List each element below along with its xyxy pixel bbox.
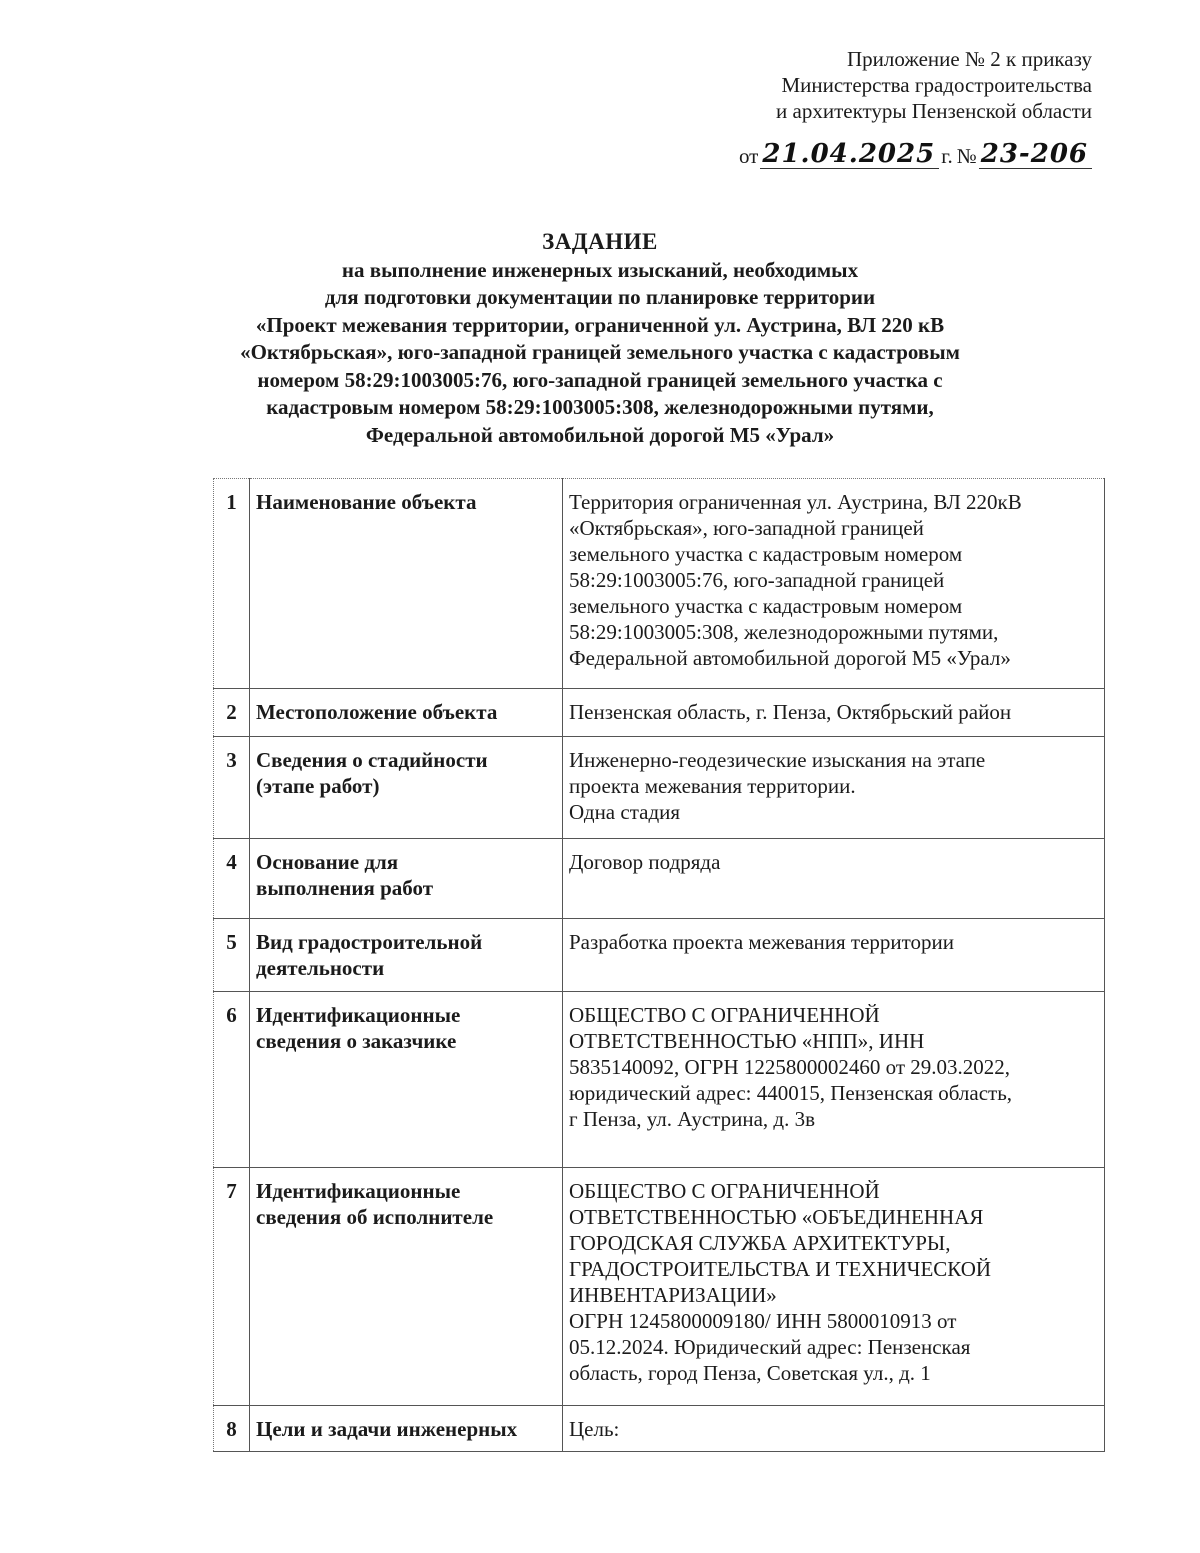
- row-value: Разработка проекта межевания территории: [563, 919, 1105, 992]
- title-line-6: кадастровым номером 58:29:1003005:308, железнодорожными путями,: [266, 395, 934, 419]
- row-name: Идентификационные сведения об исполнителе: [250, 1168, 563, 1406]
- row-number: 8: [214, 1406, 250, 1452]
- order-date: 21.04.2025: [760, 140, 939, 169]
- row-number: 2: [214, 689, 250, 737]
- row-number: 5: [214, 919, 250, 992]
- table-row: [214, 1168, 1105, 1406]
- row-value: Договор подряда: [563, 839, 1105, 919]
- row-name: Основание для выполнения работ: [250, 839, 563, 919]
- row-name: Сведения о стадийности (этапе работ): [250, 737, 563, 839]
- title-line-4: «Октябрьская», юго-западной границей земельного участка с кадастровым: [240, 340, 960, 364]
- title-line-5: номером 58:29:1003005:76, юго-западной границей земельного участка с: [257, 367, 943, 392]
- row-name: Наименование объекта: [250, 479, 563, 689]
- appendix-line-3: и архитектуры Пензенской области: [776, 99, 1092, 123]
- row-number: 3: [214, 737, 250, 839]
- row-name: Местоположение объекта: [250, 689, 563, 737]
- table-row: [214, 479, 1105, 689]
- title-line-1: на выполнение инженерных изысканий, необходимых: [341, 257, 859, 282]
- document-title: [150, 228, 1050, 449]
- row-number: 7: [214, 1168, 250, 1406]
- table-row: [214, 1406, 1105, 1452]
- row-number: 1: [214, 479, 250, 689]
- table-row: [214, 919, 1105, 992]
- task-table: [213, 478, 1105, 1452]
- order-year-suffix: г.: [941, 144, 953, 168]
- row-value: ОБЩЕСТВО С ОГРАНИЧЕННОЙ ОТВЕТСТВЕННОСТЬЮ «НПП», ИНН 5835140092, ОГРН 1225800002460 от 29.03.2022, юридический адрес: 440015, Пензенская область, г Пенза, ул. Аустрина, д. 3в: [563, 992, 1105, 1168]
- title-line-2: для подготовки документации по планировке территории: [324, 285, 876, 309]
- row-value: Цель:: [563, 1406, 1105, 1452]
- appendix-line-1: Приложение № 2 к приказу: [847, 47, 1092, 71]
- table-row: [214, 689, 1105, 737]
- row-value: Пензенская область, г. Пенза, Октябрьский район: [563, 689, 1105, 737]
- row-name: Идентификационные сведения о заказчике: [250, 992, 563, 1168]
- order-prefix: от: [738, 144, 759, 168]
- table-row: [214, 737, 1105, 839]
- row-value: Инженерно-геодезические изыскания на этапе проекта межевания территории. Одна стадия: [563, 737, 1105, 839]
- row-value: ОБЩЕСТВО С ОГРАНИЧЕННОЙ ОТВЕТСТВЕННОСТЬЮ «ОБЪЕДИНЕННАЯ ГОРОДСКАЯ СЛУЖБА АРХИТЕКТУРЫ, ГРАДОСТРОИТЕЛЬСТВА И ТЕХНИЧЕСКОЙ ИНВЕНТАРИЗАЦИИ» ОГРН 1245800009180/ ИНН 5800010913 от 05.12.2024. Юридический адрес: Пензенская область, город Пенза, Советская ул., д. 1: [563, 1168, 1105, 1406]
- row-value: Территория ограниченная ул. Аустрина, ВЛ 220кВ «Октябрьская», юго-западной границей земельного участка с кадастровым номером 58:29:1003005:76, юго-западной границей земельного участка с кадастровым номером 58:29:1003005:308, железнодорожными путями, Федеральной автомобильной дорогой М5 «Урал»: [563, 479, 1105, 689]
- appendix-line-2: Министерства градостроительства: [781, 73, 1092, 97]
- row-name: Вид градостроительной деятельности: [250, 919, 563, 992]
- order-date-number: [737, 140, 1092, 169]
- appendix-header: [776, 46, 1092, 124]
- order-number-label: №: [956, 144, 977, 168]
- table-row: [214, 839, 1105, 919]
- table-row: [214, 992, 1105, 1168]
- row-number: 6: [214, 992, 250, 1168]
- row-name: Цели и задачи инженерных: [250, 1406, 563, 1452]
- title-main: ЗАДАНИЕ: [542, 229, 658, 254]
- order-number: 23-206: [979, 140, 1092, 169]
- title-line-3: «Проект межевания территории, ограниченной ул. Аустрина, ВЛ 220 кВ: [255, 312, 945, 337]
- row-number: 4: [214, 839, 250, 919]
- title-line-7: Федеральной автомобильной дорогой М5 «Урал»: [365, 422, 835, 447]
